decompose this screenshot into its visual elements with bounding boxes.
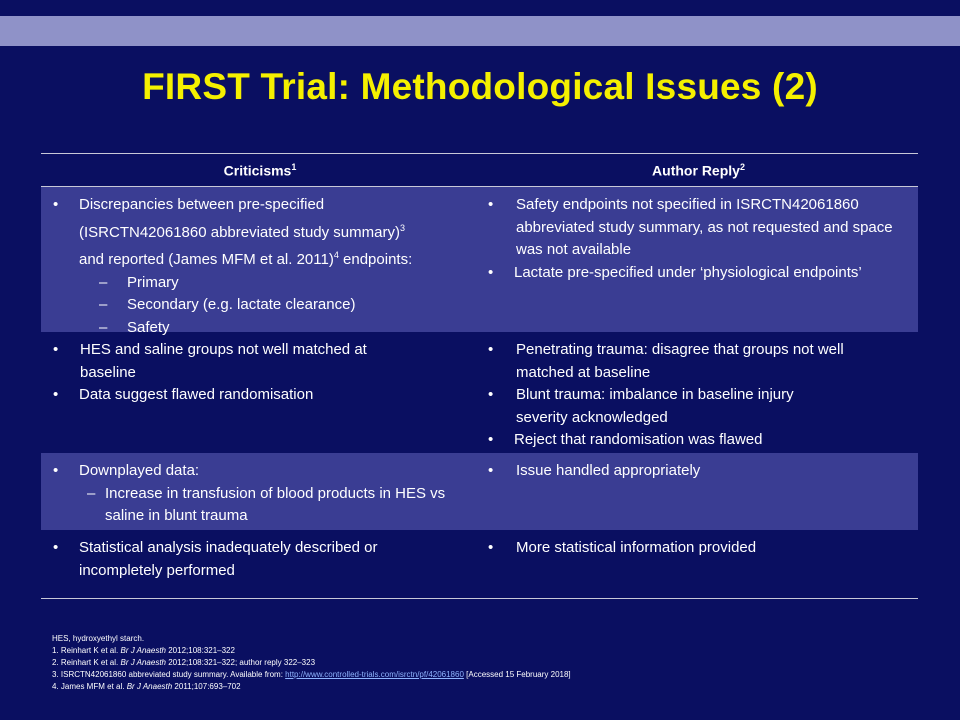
reply-bullet: • Lactate pre-specified under ‘physiological endpoints’ [488,262,918,285]
table-row [41,187,918,336]
criticism-bullet: • Discrepancies between pre-specified (ISRCTN42061860 abbreviated study summary)$^3$ and reported (James MFM et al. 2011)$^4$ endpoints: [53,194,479,272]
header-author-reply: Author Reply$^2$ [652,161,745,179]
reply-bullet: • Penetrating trauma: disagree that groups not well matched at baseline [488,339,904,384]
issues-table [41,153,918,599]
table-row [41,453,918,530]
reply-cell [479,453,918,530]
table-header [41,154,918,187]
footnote-abbreviation: HES, hydroxyethyl starch. [52,634,145,643]
criticism-sub-bullet: – Primary [53,272,479,295]
reply-bullet: • Reject that randomisation was flawed [488,429,904,452]
reply-bullet: • More statistical information provided [488,537,918,560]
slide-title: FIRST Trial: Methodological Issues (2) [142,66,818,107]
reply-bullet: • Safety endpoints not specified in ISRCTN42061860 abbreviated study summary, as not requested and space was not available [488,194,918,262]
top-band [0,16,960,46]
criticism-sub-bullet: – Safety [53,317,479,340]
reply-cell [479,332,918,453]
criticism-bullet: • HES and saline groups not well matched at baseline [53,339,409,384]
footnotes [52,633,571,693]
criticism-cell [41,453,479,530]
criticism-bullet: • Downplayed data: [53,460,459,483]
criticism-sub-bullet: – Increase in transfusion of blood products in HES vs saline in blunt trauma [53,483,459,528]
criticism-bullet: • Data suggest flawed randomisation [53,384,409,407]
criticism-bullet: • Statistical analysis inadequately described or incompletely performed [53,537,449,582]
reply-cell [479,530,918,598]
table-row [41,530,918,598]
criticism-cell [41,332,479,453]
footnote-4: 4. James MFM et al. Br J Anaesth 2011;107:693–702 [52,682,241,691]
footnote-1: 1. Reinhart K et al. Br J Anaesth 2012;108:321–322 [52,646,235,655]
criticism-sub-bullet: – Secondary (e.g. lactate clearance) [53,294,479,317]
controlled-trials-link[interactable]: http://www.controlled-trials.com/isrctn/pf/42061860 [285,670,464,679]
header-criticisms: Criticisms$^1$ [223,161,297,179]
footnote-2: 2. Reinhart K et al. Br J Anaesth 2012;108:321–322; author reply 322–323 [52,658,316,667]
reply-bullet: • Issue handled appropriately [488,460,918,483]
table-row [41,332,918,453]
reply-cell [479,187,918,332]
reply-bullet: • Blunt trauma: imbalance in baseline injury severity acknowledged [488,384,904,429]
criticism-cell [41,187,479,336]
criticism-cell [41,530,479,598]
footnote-3: 3. ISRCTN42061860 abbreviated study summary. Available from: http://www.controlled-trials.com/isrctn/pf/42061860 [Accessed 15 February 2018] [52,670,571,679]
